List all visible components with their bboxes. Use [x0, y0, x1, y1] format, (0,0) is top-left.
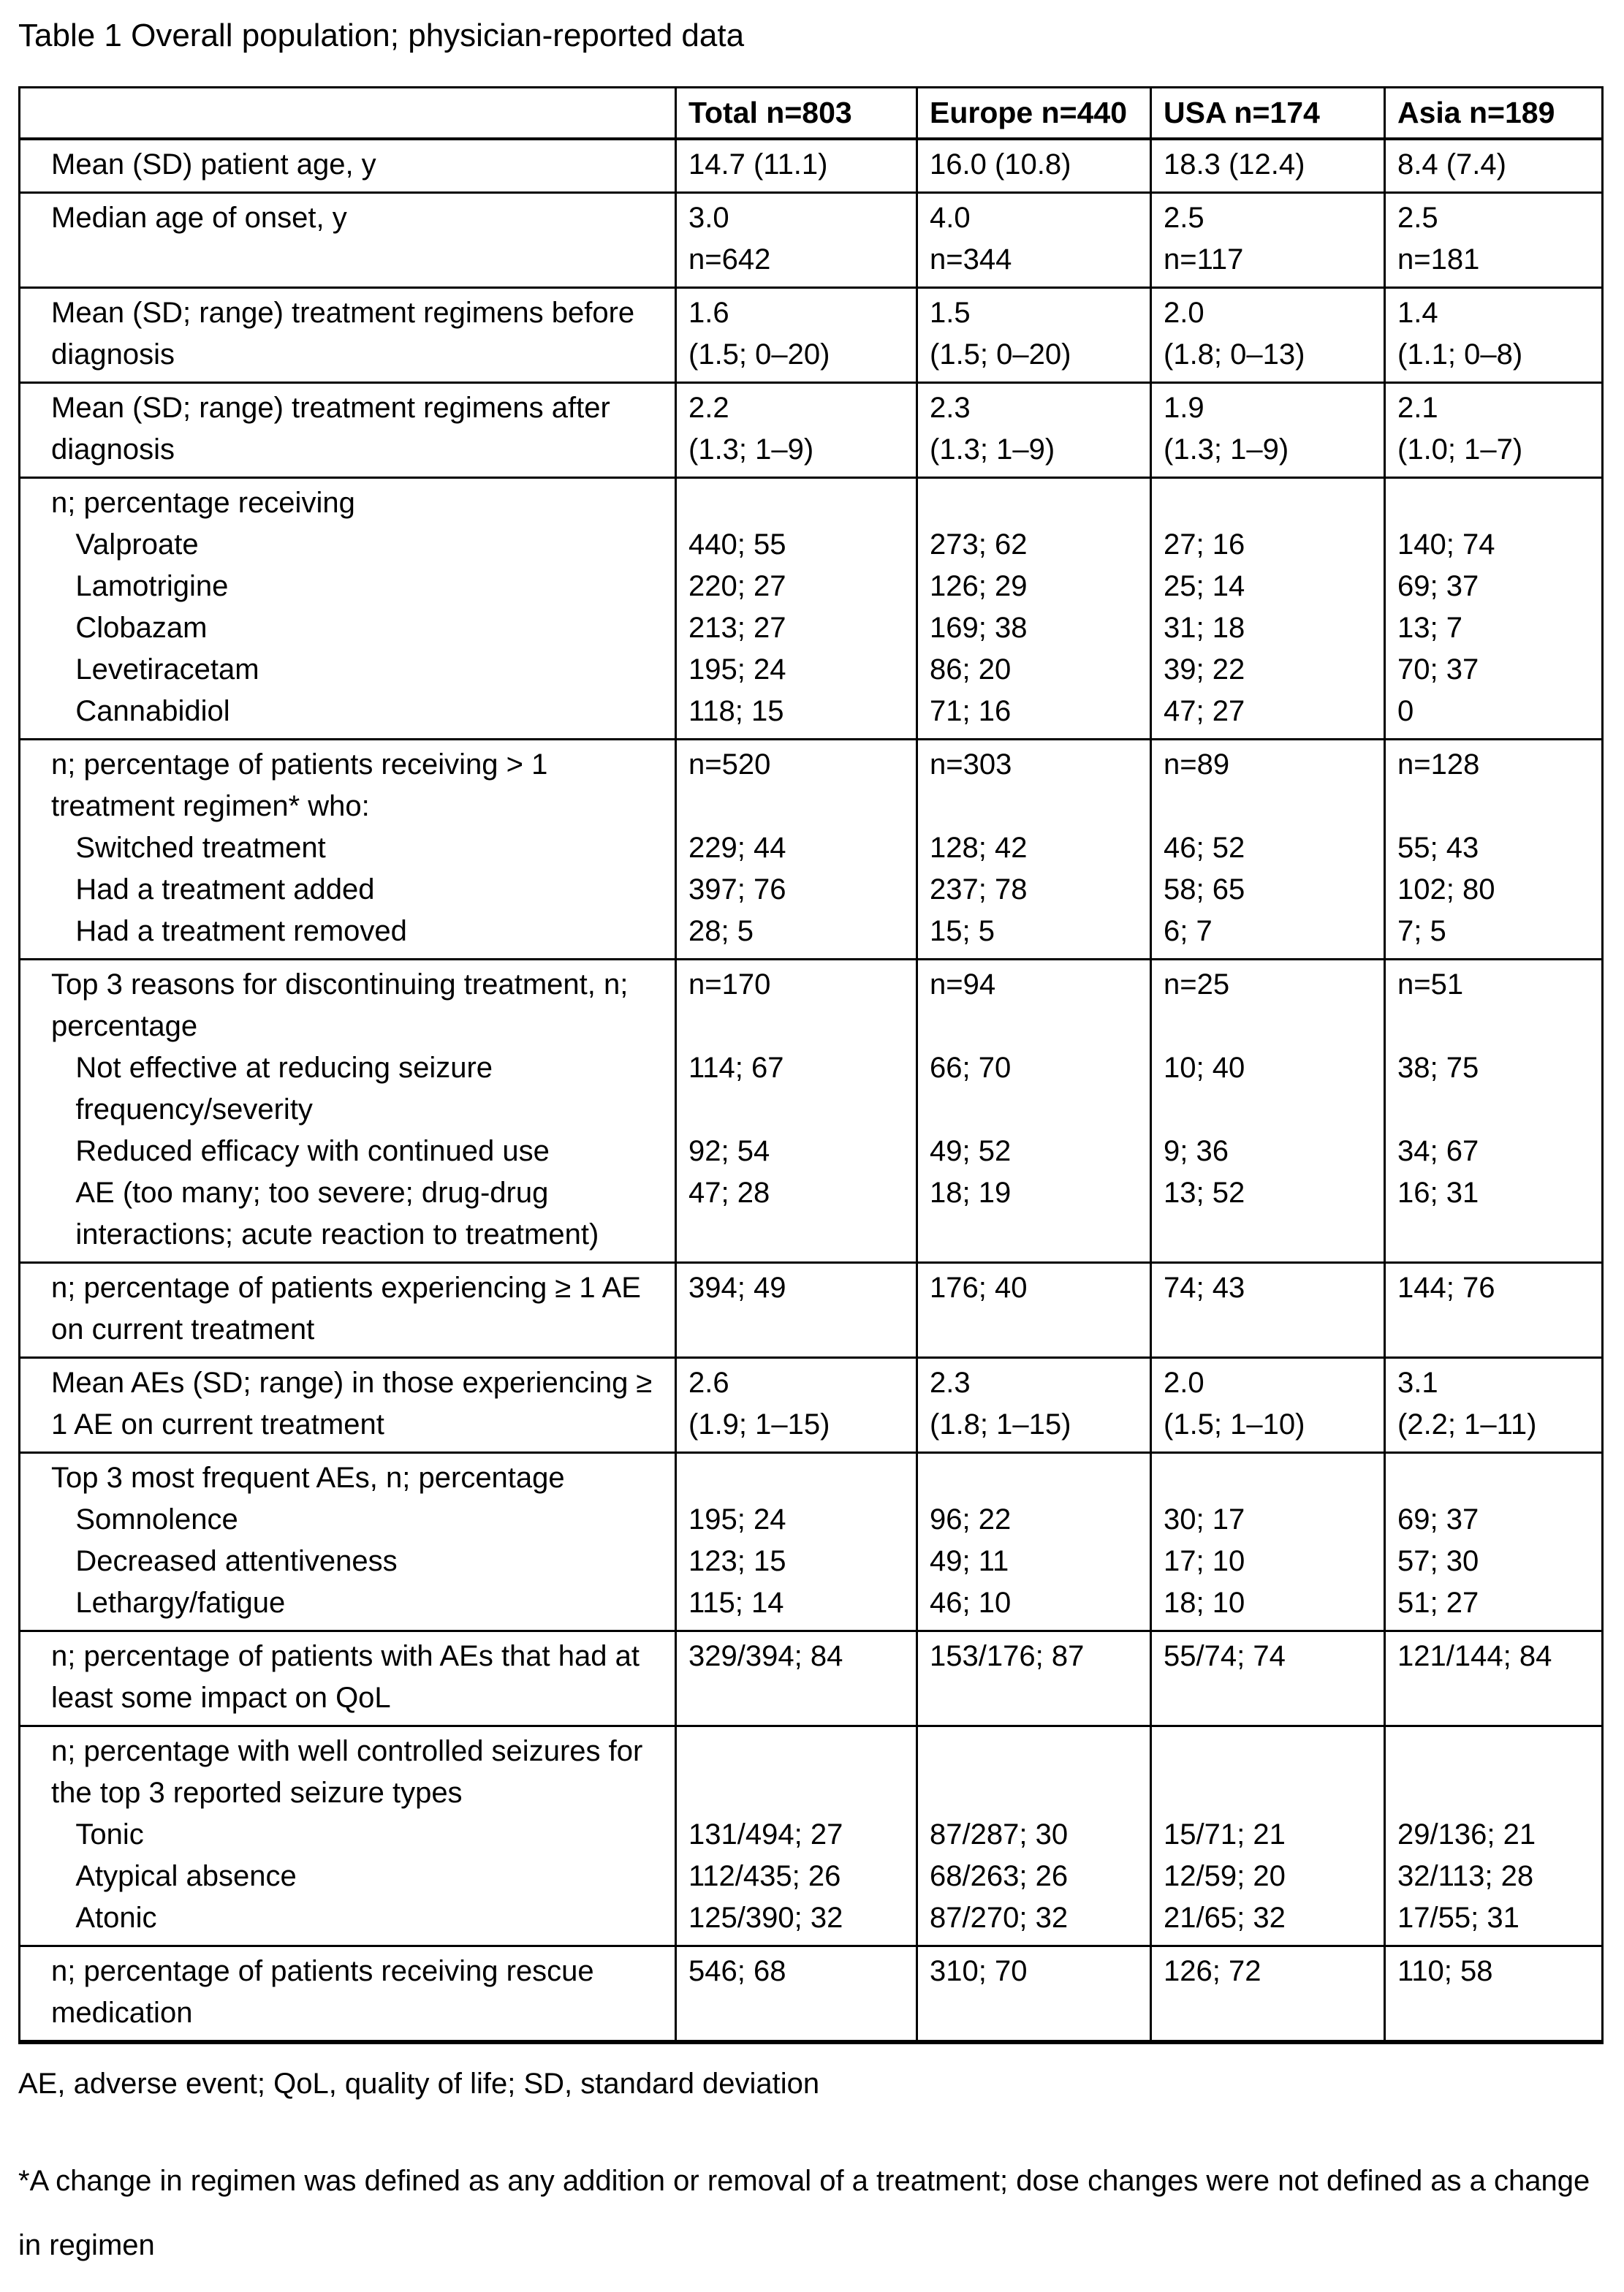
header-cell-usa: USA n=174: [1151, 88, 1385, 140]
row-label-cell: [20, 139, 676, 193]
value-cell-asia: [1385, 478, 1603, 740]
cell-line: 115; 14: [688, 1587, 784, 1619]
value-cell-usa: [1151, 193, 1385, 288]
cell-line: diagnosis: [51, 338, 175, 371]
cell-line: Not effective at reducing seizure: [51, 1052, 493, 1084]
table-header: [20, 88, 1603, 140]
value-cell-asia: [1385, 1726, 1603, 1946]
value-cell-usa: [1151, 1263, 1385, 1358]
cell-line: n; percentage of patients experiencing ≥ 1 AE: [51, 1272, 641, 1304]
cell-line: 46; 52: [1164, 832, 1245, 864]
cell-line: 195; 24: [688, 1503, 786, 1536]
cell-line: 55; 43: [1397, 832, 1479, 864]
cell-line: 2.5: [1164, 202, 1204, 234]
cell-line: 2.3: [930, 392, 971, 424]
value-cell-europe: [917, 1263, 1151, 1358]
cell-line: n=344: [930, 243, 1012, 276]
cell-line: the top 3 reported seizure types: [51, 1777, 463, 1809]
cell-line: [930, 786, 1144, 827]
table-row: [20, 1631, 1603, 1726]
cell-line: (1.5; 0–20): [930, 338, 1071, 371]
cell-line: Lamotrigine: [51, 570, 229, 602]
value-cell-europe: [917, 1726, 1151, 1946]
value-cell-asia: [1385, 1946, 1603, 2043]
cell-line: [1397, 1089, 1595, 1131]
cell-line: 440; 55: [688, 528, 786, 561]
cell-line: 86; 20: [930, 653, 1012, 686]
cell-line: 69; 37: [1397, 1503, 1479, 1536]
asterisk-footnote: *A change in regimen was defined as any addition or removal of a treatment; dose changes were not defined as a change in regimen: [18, 2165, 1598, 2261]
cell-line: n=520: [688, 748, 771, 781]
cell-line: 39; 22: [1164, 653, 1245, 686]
cell-line: [688, 482, 910, 524]
cell-line: 144; 76: [1397, 1272, 1495, 1304]
cell-line: 13; 7: [1397, 612, 1462, 644]
table-title: Table 1 Overall population; physician-reported data: [18, 18, 745, 53]
cell-line: n=51: [1397, 968, 1464, 1001]
cell-line: 128; 42: [930, 832, 1028, 864]
cell-line: [1397, 786, 1595, 827]
cell-line: 15/71; 21: [1164, 1818, 1286, 1851]
cell-line: n; percentage of patients receiving rescue: [51, 1955, 594, 1987]
cell-line: [1397, 1214, 1595, 1256]
cell-line: [688, 1089, 910, 1131]
value-cell-total: [676, 1946, 917, 2043]
value-cell-usa: [1151, 478, 1385, 740]
cell-line: [1164, 482, 1378, 524]
cell-line: Median age of onset, y: [51, 202, 347, 234]
cell-line: [688, 1772, 910, 1814]
cell-line: interactions; acute reaction to treatment): [51, 1218, 599, 1251]
cell-line: 3.1: [1397, 1367, 1438, 1399]
cell-line: 18; 19: [930, 1177, 1012, 1209]
cell-line: 58; 65: [1164, 873, 1245, 906]
cell-line: n=303: [930, 748, 1012, 781]
cell-line: 237; 78: [930, 873, 1028, 906]
cell-line: frequency/severity: [51, 1093, 313, 1126]
value-cell-usa: [1151, 1358, 1385, 1453]
row-label-cell: [20, 740, 676, 960]
value-cell-asia: [1385, 1358, 1603, 1453]
cell-line: Mean (SD; range) treatment regimens before: [51, 297, 635, 329]
cell-line: 38; 75: [1397, 1052, 1479, 1084]
cell-line: 329/394; 84: [688, 1640, 843, 1672]
cell-line: Lethargy/fatigue: [51, 1587, 286, 1619]
cell-line: 2.1: [1397, 392, 1438, 424]
cell-line: 47; 27: [1164, 695, 1245, 727]
cell-line: 70; 37: [1397, 653, 1479, 686]
value-cell-usa: [1151, 1453, 1385, 1631]
table-body: [20, 139, 1603, 2042]
cell-line: 14.7 (11.1): [688, 148, 828, 181]
value-cell-total: [676, 383, 917, 478]
cell-line: 8.4 (7.4): [1397, 148, 1506, 181]
value-cell-total: [676, 1263, 917, 1358]
cell-line: 51; 27: [1397, 1587, 1479, 1619]
cell-line: Had a treatment removed: [51, 915, 407, 947]
cell-line: 92; 54: [688, 1135, 770, 1167]
row-label-cell: [20, 288, 676, 383]
abbreviations-note: AE, adverse event; QoL, quality of life; SD, standard deviation: [18, 2068, 820, 2100]
cell-line: n=25: [1164, 968, 1230, 1001]
cell-line: 2.2: [688, 392, 729, 424]
cell-line: 31; 18: [1164, 612, 1245, 644]
cell-line: 6; 7: [1164, 915, 1213, 947]
cell-line: 110; 58: [1397, 1955, 1493, 1987]
cell-line: 17/55; 31: [1397, 1902, 1519, 1934]
row-label-cell: [20, 193, 676, 288]
cell-line: n; percentage with well controlled seizures for: [51, 1735, 643, 1767]
cell-line: treatment regimen* who:: [51, 790, 370, 822]
cell-line: [1397, 1457, 1595, 1499]
value-cell-asia: [1385, 740, 1603, 960]
table-row: [20, 740, 1603, 960]
cell-line: 213; 27: [688, 612, 786, 644]
cell-line: [1397, 482, 1595, 524]
value-cell-asia: [1385, 960, 1603, 1263]
cell-line: AE (too many; too severe; drug-drug: [51, 1177, 549, 1209]
value-cell-europe: [917, 1946, 1151, 2043]
cell-line: 3.0: [688, 202, 729, 234]
cell-line: 1.4: [1397, 297, 1438, 329]
cell-line: (2.2; 1–11): [1397, 1408, 1537, 1441]
cell-line: n; percentage of patients receiving > 1: [51, 748, 548, 781]
cell-line: Switched treatment: [51, 832, 326, 864]
cell-line: 9; 36: [1164, 1135, 1229, 1167]
cell-line: 125/390; 32: [688, 1902, 843, 1934]
cell-line: 96; 22: [930, 1503, 1012, 1536]
cell-line: [1397, 1731, 1595, 1772]
table-row: [20, 139, 1603, 193]
cell-line: 74; 43: [1164, 1272, 1245, 1304]
cell-line: 34; 67: [1397, 1135, 1479, 1167]
row-label-cell: [20, 478, 676, 740]
cell-line: 30; 17: [1164, 1503, 1245, 1536]
cell-line: Top 3 reasons for discontinuing treatment, n;: [51, 968, 629, 1001]
cell-line: 2.6: [688, 1367, 729, 1399]
table-row: [20, 1726, 1603, 1946]
cell-line: (1.5; 0–20): [688, 338, 830, 371]
cell-line: percentage: [51, 1010, 198, 1042]
cell-line: Mean (SD; range) treatment regimens after: [51, 392, 610, 424]
cell-line: 29/136; 21: [1397, 1818, 1536, 1851]
cell-line: n; percentage of patients with AEs that had at: [51, 1640, 640, 1672]
cell-line: 169; 38: [930, 612, 1028, 644]
cell-line: Mean (SD) patient age, y: [51, 148, 376, 181]
cell-line: 126; 29: [930, 570, 1028, 602]
cell-line: 310; 70: [930, 1955, 1028, 1987]
row-label-cell: [20, 1726, 676, 1946]
cell-line: 15; 5: [930, 915, 995, 947]
table-row: [20, 288, 1603, 383]
cell-line: n=181: [1397, 243, 1480, 276]
row-label-cell: [20, 1946, 676, 2043]
cell-line: 17; 10: [1164, 1545, 1245, 1577]
value-cell-asia: [1385, 139, 1603, 193]
value-cell-total: [676, 193, 917, 288]
cell-line: [930, 1772, 1144, 1814]
cell-line: (1.0; 1–7): [1397, 433, 1523, 466]
cell-line: 16; 31: [1397, 1177, 1479, 1209]
value-cell-asia: [1385, 1453, 1603, 1631]
value-cell-europe: [917, 478, 1151, 740]
cell-line: 10; 40: [1164, 1052, 1245, 1084]
cell-line: [1164, 1731, 1378, 1772]
table-row: [20, 1946, 1603, 2043]
cell-line: Atypical absence: [51, 1860, 297, 1892]
cell-line: 220; 27: [688, 570, 786, 602]
cell-line: (1.1; 0–8): [1397, 338, 1523, 371]
cell-line: 195; 24: [688, 653, 786, 686]
row-label-cell: [20, 960, 676, 1263]
data-table: [18, 86, 1604, 2044]
value-cell-usa: [1151, 383, 1385, 478]
cell-line: 18; 10: [1164, 1587, 1245, 1619]
cell-line: [688, 1214, 910, 1256]
cell-line: [688, 1457, 910, 1499]
header-cell-asia: Asia n=189: [1385, 88, 1603, 140]
cell-line: (1.3; 1–9): [1164, 433, 1289, 466]
cell-line: 68/263; 26: [930, 1860, 1069, 1892]
value-cell-usa: [1151, 1946, 1385, 2043]
cell-line: medication: [51, 1997, 193, 2029]
cell-line: (1.8; 0–13): [1164, 338, 1305, 371]
cell-line: n=117: [1164, 243, 1244, 276]
table-row: [20, 193, 1603, 288]
cell-line: Tonic: [51, 1818, 144, 1851]
cell-line: 140; 74: [1397, 528, 1495, 561]
value-cell-asia: [1385, 288, 1603, 383]
cell-line: [688, 786, 910, 827]
cell-line: 7; 5: [1397, 915, 1446, 947]
cell-line: 18.3 (12.4): [1164, 148, 1305, 181]
value-cell-asia: [1385, 383, 1603, 478]
value-cell-europe: [917, 1631, 1151, 1726]
value-cell-total: [676, 478, 917, 740]
cell-line: [930, 1457, 1144, 1499]
cell-line: Clobazam: [51, 612, 208, 644]
cell-line: [930, 1731, 1144, 1772]
cell-line: [930, 482, 1144, 524]
cell-line: 55/74; 74: [1164, 1640, 1286, 1672]
cell-line: [1164, 1457, 1378, 1499]
row-label-cell: [20, 1453, 676, 1631]
value-cell-total: [676, 740, 917, 960]
value-cell-total: [676, 1726, 917, 1946]
cell-line: 46; 10: [930, 1587, 1012, 1619]
cell-line: 2.0: [1164, 297, 1204, 329]
table-row: [20, 1263, 1603, 1358]
value-cell-usa: [1151, 740, 1385, 960]
cell-line: [688, 1731, 910, 1772]
value-cell-usa: [1151, 1631, 1385, 1726]
cell-line: 2.5: [1397, 202, 1438, 234]
cell-line: 1.6: [688, 297, 729, 329]
cell-line: n=94: [930, 968, 996, 1001]
cell-line: 71; 16: [930, 695, 1012, 727]
cell-line: [1164, 1089, 1378, 1131]
value-cell-europe: [917, 193, 1151, 288]
cell-line: Valproate: [51, 528, 199, 561]
cell-line: 118; 15: [688, 695, 784, 727]
cell-line: 123; 15: [688, 1545, 786, 1577]
cell-line: 153/176; 87: [930, 1640, 1085, 1672]
value-cell-usa: [1151, 139, 1385, 193]
header-cell-total: Total n=803: [676, 88, 917, 140]
cell-line: 176; 40: [930, 1272, 1028, 1304]
cell-line: 394; 49: [688, 1272, 786, 1304]
cell-line: 112/435; 26: [688, 1860, 841, 1892]
cell-line: [1164, 1214, 1378, 1256]
cell-line: [688, 1006, 910, 1047]
cell-line: 1.5: [930, 297, 971, 329]
value-cell-total: [676, 288, 917, 383]
cell-line: Had a treatment added: [51, 873, 375, 906]
cell-line: 2.3: [930, 1367, 971, 1399]
cell-line: Somnolence: [51, 1503, 238, 1536]
value-cell-total: [676, 1453, 917, 1631]
value-cell-usa: [1151, 1726, 1385, 1946]
cell-line: 87/270; 32: [930, 1902, 1069, 1934]
header-cell-europe: Europe n=440: [917, 88, 1151, 140]
cell-line: 114; 67: [688, 1052, 784, 1084]
value-cell-asia: [1385, 1631, 1603, 1726]
cell-line: 546; 68: [688, 1955, 786, 1987]
cell-line: Cannabidiol: [51, 695, 230, 727]
table-row: [20, 1453, 1603, 1631]
cell-line: [930, 1006, 1144, 1047]
cell-line: Levetiracetam: [51, 653, 259, 686]
cell-line: [930, 1089, 1144, 1131]
cell-line: 131/494; 27: [688, 1818, 843, 1851]
cell-line: 66; 70: [930, 1052, 1012, 1084]
row-label-cell: [20, 383, 676, 478]
cell-line: 25; 14: [1164, 570, 1245, 602]
cell-line: [1397, 1006, 1595, 1047]
cell-line: 21/65; 32: [1164, 1902, 1286, 1934]
value-cell-europe: [917, 288, 1151, 383]
cell-line: 47; 28: [688, 1177, 770, 1209]
cell-line: Mean AEs (SD; range) in those experiencing ≥: [51, 1367, 653, 1399]
cell-line: 49; 11: [930, 1545, 1009, 1577]
cell-line: [1397, 1772, 1595, 1814]
value-cell-usa: [1151, 288, 1385, 383]
row-label-cell: [20, 1358, 676, 1453]
cell-line: 27; 16: [1164, 528, 1245, 561]
cell-line: diagnosis: [51, 433, 175, 466]
cell-line: (1.3; 1–9): [688, 433, 814, 466]
cell-line: (1.5; 1–10): [1164, 1408, 1305, 1441]
cell-line: 0: [1397, 695, 1414, 727]
cell-line: 273; 62: [930, 528, 1028, 561]
cell-line: 57; 30: [1397, 1545, 1479, 1577]
cell-line: 13; 52: [1164, 1177, 1245, 1209]
cell-line: 229; 44: [688, 832, 786, 864]
cell-line: Atonic: [51, 1902, 157, 1934]
header-row: [20, 88, 1603, 140]
cell-line: [930, 1214, 1144, 1256]
value-cell-usa: [1151, 960, 1385, 1263]
cell-line: (1.3; 1–9): [930, 433, 1055, 466]
value-cell-europe: [917, 383, 1151, 478]
value-cell-total: [676, 1631, 917, 1726]
cell-line: 121/144; 84: [1397, 1640, 1552, 1672]
value-cell-europe: [917, 1358, 1151, 1453]
value-cell-asia: [1385, 193, 1603, 288]
cell-line: [1164, 1006, 1378, 1047]
cell-line: on current treatment: [51, 1313, 315, 1346]
value-cell-europe: [917, 139, 1151, 193]
value-cell-asia: [1385, 1263, 1603, 1358]
header-cell-empty: [20, 88, 676, 140]
row-label-cell: [20, 1263, 676, 1358]
cell-line: 397; 76: [688, 873, 786, 906]
cell-line: 102; 80: [1397, 873, 1495, 906]
cell-line: Decreased attentiveness: [51, 1545, 398, 1577]
cell-line: 32/113; 28: [1397, 1860, 1534, 1892]
cell-line: n=642: [688, 243, 771, 276]
cell-line: n; percentage receiving: [51, 487, 355, 519]
cell-line: n=89: [1164, 748, 1230, 781]
cell-line: (1.9; 1–15): [688, 1408, 830, 1441]
table-row: [20, 383, 1603, 478]
cell-line: Top 3 most frequent AEs, n; percentage: [51, 1462, 565, 1494]
cell-line: 49; 52: [930, 1135, 1012, 1167]
table-row: [20, 960, 1603, 1263]
cell-line: [1164, 1772, 1378, 1814]
cell-line: 1.9: [1164, 392, 1204, 424]
cell-line: 16.0 (10.8): [930, 148, 1071, 181]
value-cell-total: [676, 960, 917, 1263]
cell-line: 1 AE on current treatment: [51, 1408, 384, 1441]
cell-line: 12/59; 20: [1164, 1860, 1286, 1892]
value-cell-total: [676, 139, 917, 193]
value-cell-europe: [917, 960, 1151, 1263]
table-row: [20, 478, 1603, 740]
cell-line: Reduced efficacy with continued use: [51, 1135, 550, 1167]
cell-line: 28; 5: [688, 915, 754, 947]
cell-line: 4.0: [930, 202, 971, 234]
cell-line: 2.0: [1164, 1367, 1204, 1399]
cell-line: 126; 72: [1164, 1955, 1261, 1987]
cell-line: 69; 37: [1397, 570, 1479, 602]
table-row: [20, 1358, 1603, 1453]
cell-line: n=128: [1397, 748, 1480, 781]
cell-line: n=170: [688, 968, 771, 1001]
value-cell-europe: [917, 740, 1151, 960]
value-cell-total: [676, 1358, 917, 1453]
cell-line: (1.8; 1–15): [930, 1408, 1071, 1441]
cell-line: least some impact on QoL: [51, 1682, 391, 1714]
row-label-cell: [20, 1631, 676, 1726]
cell-line: 87/287; 30: [930, 1818, 1069, 1851]
value-cell-europe: [917, 1453, 1151, 1631]
cell-line: [1164, 786, 1378, 827]
